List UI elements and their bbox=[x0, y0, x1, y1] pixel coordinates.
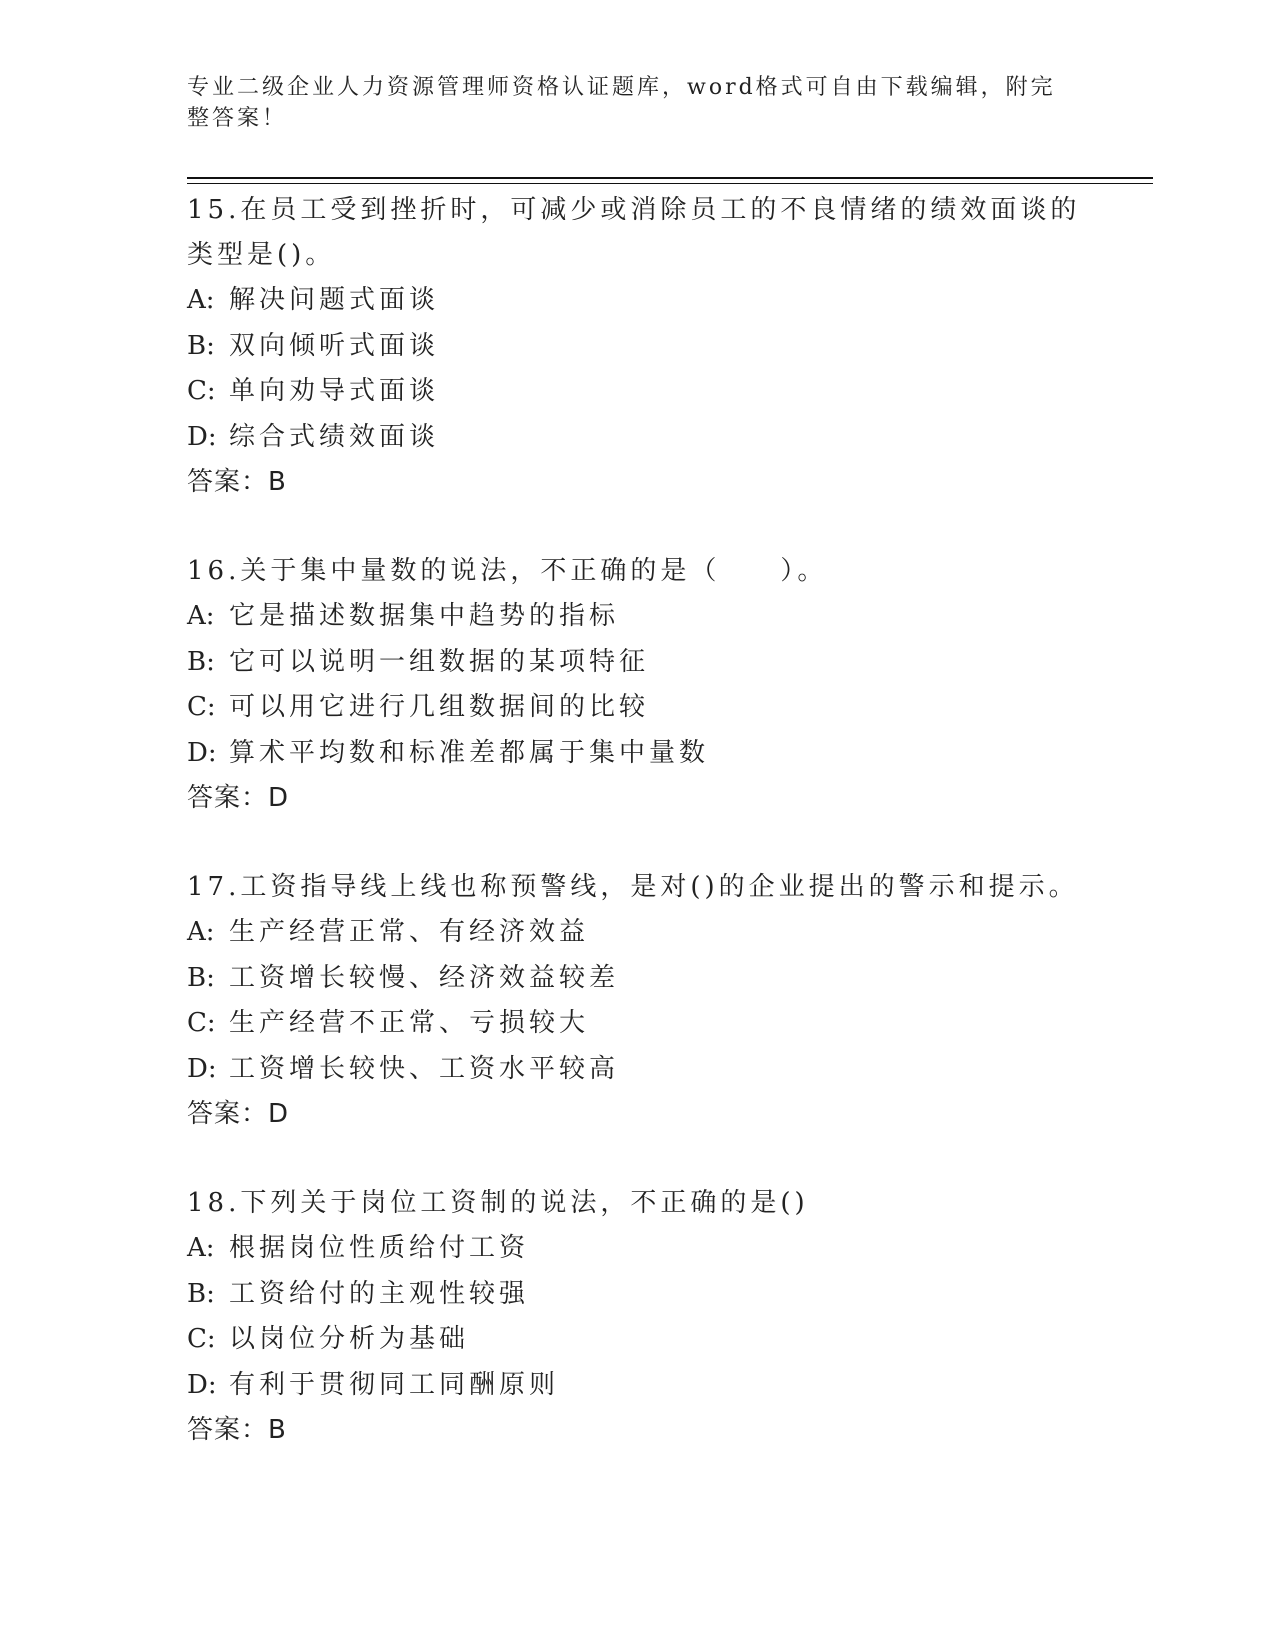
option-key: C: bbox=[187, 376, 216, 406]
option-text: 以岗位分析为基础 bbox=[229, 1324, 470, 1354]
answer-line: 答案：B bbox=[187, 1415, 287, 1445]
option-text: 解决问题式面谈 bbox=[229, 285, 440, 315]
question-stem: 15.在员工受到挫折时，可减少或消除员工的不良情绪的绩效面谈的类型是()。 bbox=[187, 195, 1081, 270]
option-c bbox=[187, 1001, 1087, 1047]
option-key: B: bbox=[187, 1278, 215, 1309]
option-key: C: bbox=[187, 1324, 216, 1354]
option-key: A: bbox=[187, 917, 215, 947]
option-a bbox=[187, 910, 1087, 956]
option-key: D: bbox=[187, 1369, 217, 1400]
option-text: 它是描述数据集中趋势的指标 bbox=[229, 601, 620, 631]
option-text: 有利于贯彻同工同酬原则 bbox=[229, 1369, 560, 1400]
option-text: 工资给付的主观性较强 bbox=[229, 1278, 530, 1309]
question-list bbox=[187, 188, 1087, 1497]
option-key: B: bbox=[187, 962, 215, 993]
option-key: C: bbox=[187, 1008, 216, 1038]
option-text: 可以用它进行几组数据间的比较 bbox=[229, 692, 650, 722]
option-key: C: bbox=[187, 692, 216, 722]
option-text: 工资增长较慢、经济效益较差 bbox=[229, 962, 620, 993]
option-text: 生产经营正常、有经济效益 bbox=[229, 917, 590, 947]
question-15 bbox=[187, 188, 1087, 505]
option-key: A: bbox=[187, 1233, 215, 1263]
option-a bbox=[187, 594, 1087, 640]
answer-line: 答案：D bbox=[187, 783, 290, 813]
option-d bbox=[187, 731, 1087, 777]
option-b bbox=[187, 1272, 1087, 1318]
option-text: 算术平均数和标准差都属于集中量数 bbox=[229, 737, 710, 768]
option-text: 综合式绩效面谈 bbox=[229, 421, 440, 452]
answer-line: 答案：B bbox=[187, 467, 287, 497]
option-c bbox=[187, 685, 1087, 731]
question-stem: 16.关于集中量数的说法，不正确的是（ ）。 bbox=[187, 556, 828, 586]
option-d bbox=[187, 1363, 1087, 1409]
question-stem: 17.工资指导线上线也称预警线，是对()的企业提出的警示和提示。 bbox=[187, 872, 1079, 902]
option-key: A: bbox=[187, 285, 215, 315]
option-a bbox=[187, 1226, 1087, 1272]
option-c bbox=[187, 1317, 1087, 1363]
option-d bbox=[187, 1047, 1087, 1093]
option-key: A: bbox=[187, 601, 215, 631]
option-text: 生产经营不正常、亏损较大 bbox=[229, 1008, 590, 1038]
header-rule-thin bbox=[187, 183, 1153, 184]
option-text: 它可以说明一组数据的某项特征 bbox=[229, 646, 650, 677]
option-c bbox=[187, 369, 1087, 415]
answer-line: 答案：D bbox=[187, 1099, 290, 1129]
document-header: 专业二级企业人力资源管理师资格认证题库，word格式可自由下载编辑，附完整答案！ bbox=[187, 75, 1056, 131]
option-key: B: bbox=[187, 330, 215, 361]
question-16 bbox=[187, 549, 1087, 821]
option-text: 工资增长较快、工资水平较高 bbox=[229, 1053, 620, 1084]
header-rule-thick bbox=[187, 177, 1153, 179]
option-text: 单向劝导式面谈 bbox=[229, 376, 440, 406]
option-d bbox=[187, 415, 1087, 461]
option-text: 双向倾听式面谈 bbox=[229, 330, 440, 361]
question-18 bbox=[187, 1181, 1087, 1453]
option-key: D: bbox=[187, 737, 217, 768]
option-b bbox=[187, 324, 1087, 370]
option-a bbox=[187, 278, 1087, 324]
option-key: D: bbox=[187, 421, 217, 452]
option-key: B: bbox=[187, 646, 215, 677]
question-17 bbox=[187, 865, 1087, 1137]
question-stem: 18.下列关于岗位工资制的说法，不正确的是() bbox=[187, 1188, 809, 1218]
option-key: D: bbox=[187, 1053, 217, 1084]
option-b bbox=[187, 640, 1087, 686]
option-text: 根据岗位性质给付工资 bbox=[229, 1233, 530, 1263]
option-b bbox=[187, 956, 1087, 1002]
